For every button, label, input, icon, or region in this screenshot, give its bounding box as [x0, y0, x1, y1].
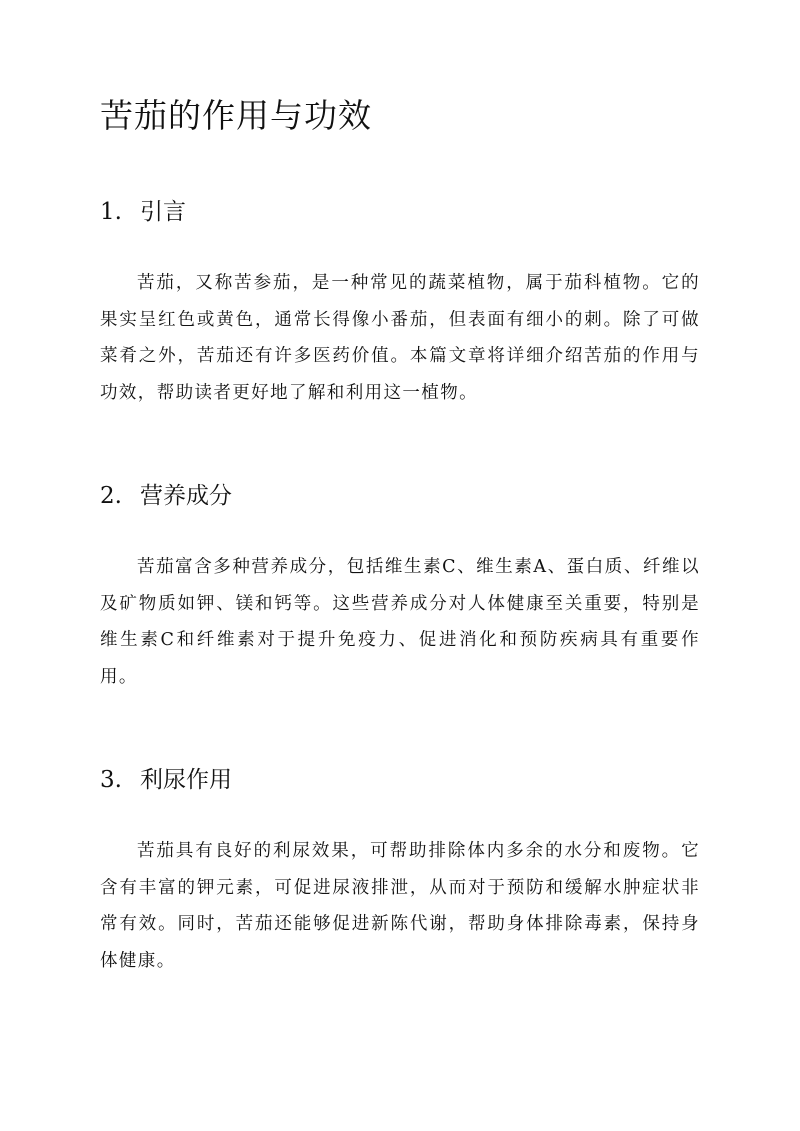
section-heading-nutrition	[100, 480, 232, 512]
section-title: 利尿作用	[140, 767, 232, 793]
section-paragraph-diuretic: 苦茄具有良好的利尿效果，可帮助排除体内多余的水分和废物。它含有丰富的钾元素，可促进尿液排泄，从而对于预防和缓解水肿症状非常有效。同时，苦茄还能够促进新陈代谢，帮助身体排除毒素，保持身体健康。	[100, 841, 700, 971]
section-number: 3.	[100, 767, 122, 793]
section-number: 2.	[100, 483, 122, 509]
section-paragraph-introduction: 苦茄，又称苦参茄，是一种常见的蔬菜植物，属于茄科植物。它的果实呈红色或黄色，通常长得像小番茄，但表面有细小的刺。除了可做菜肴之外，苦茄还有许多医药价值。本篇文章将详细介绍苦茄的作用与功效，帮助读者更好地了解和利用这一植物。	[100, 273, 700, 403]
section-heading-diuretic	[100, 764, 232, 796]
section-number: 1.	[100, 199, 122, 225]
section-title: 引言	[140, 199, 186, 225]
section-title: 营养成分	[140, 483, 232, 509]
section-heading-introduction	[100, 196, 186, 228]
section-paragraph-nutrition: 苦茄富含多种营养成分，包括维生素C、维生素A、蛋白质、纤维以及矿物质如钾、镁和钙等。这些营养成分对人体健康至关重要，特别是维生素C和纤维素对于提升免疫力、促进消化和预防疾病具有重要作用。	[100, 557, 700, 687]
document-title: 苦茄的作用与功效	[100, 96, 372, 135]
